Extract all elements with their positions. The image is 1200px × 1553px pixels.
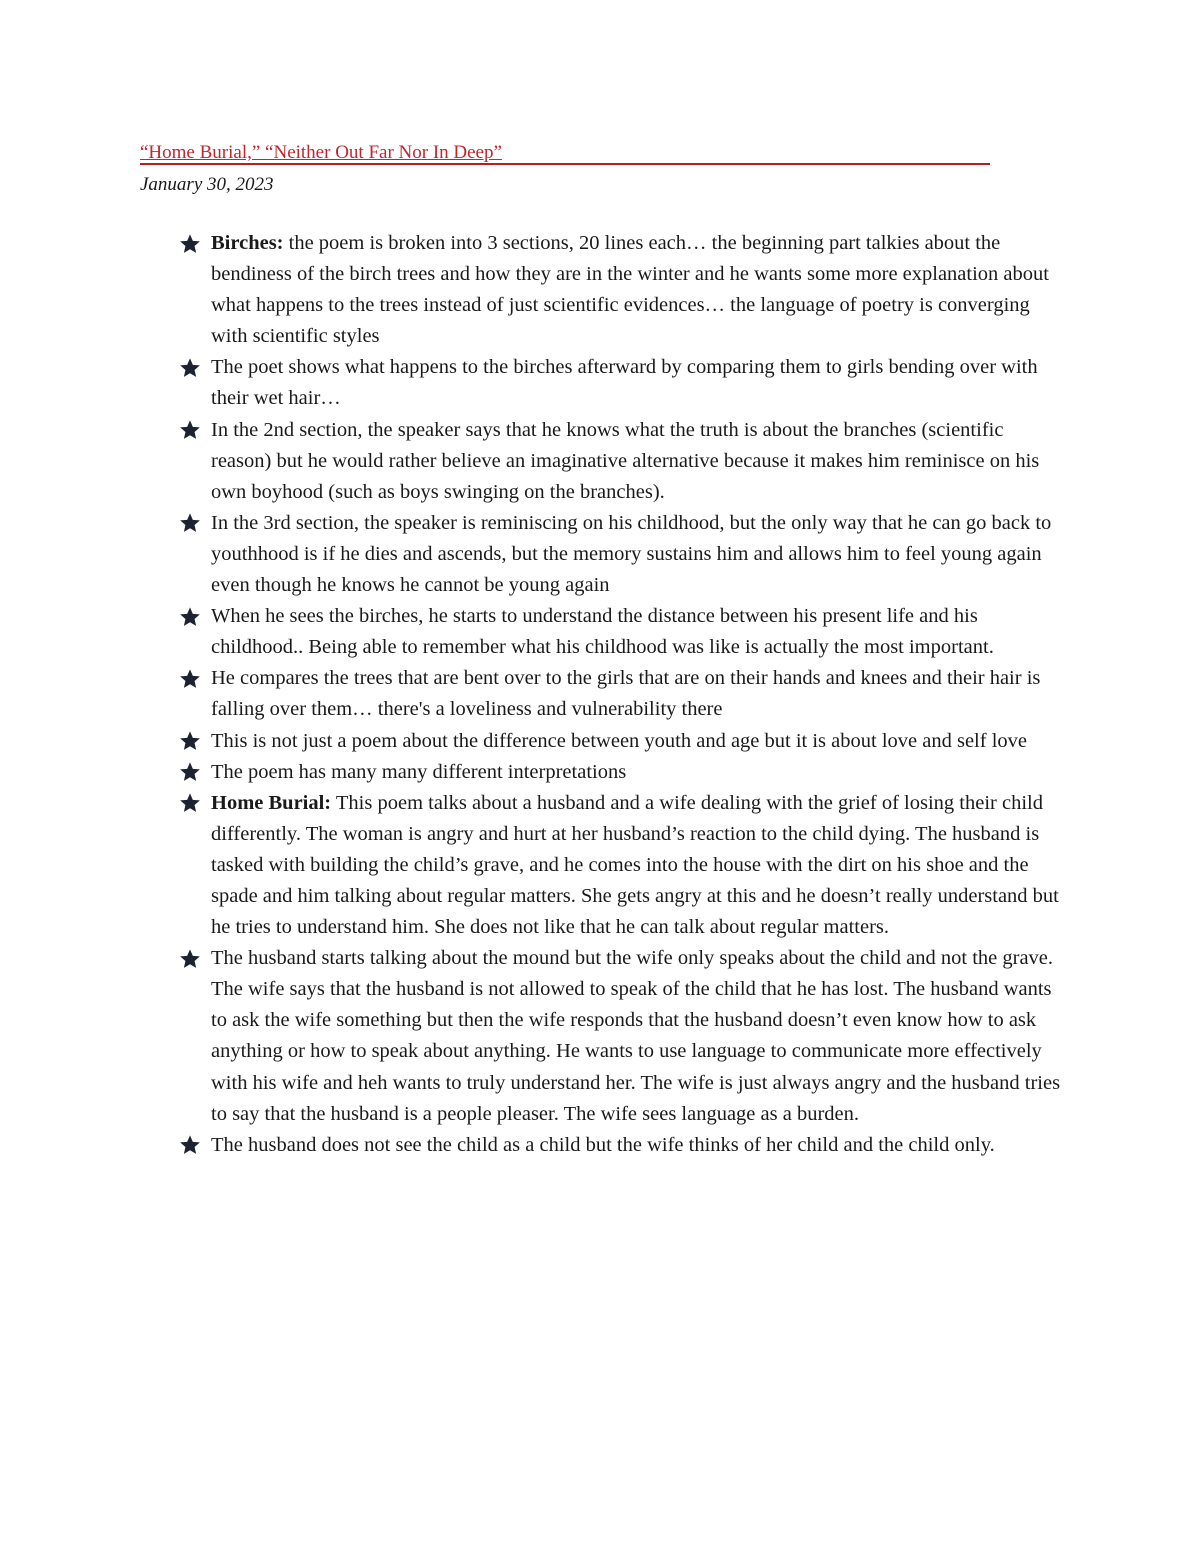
title-rule	[140, 143, 990, 165]
note-item	[178, 415, 1068, 508]
note-item	[178, 726, 1068, 757]
note-text: He compares the trees that are bent over to the girls that are on their hands and knees and their hair is falling over them… there's a loveliness and vulnerability there	[211, 667, 1041, 721]
note-term: Birches:	[211, 232, 284, 254]
document-title: “Home Burial,” “Neither Out Far Nor In Deep”	[140, 142, 502, 163]
star-icon	[178, 601, 202, 632]
star-icon	[178, 788, 202, 819]
note-text: The poem has many many different interpretations	[211, 760, 627, 783]
note-text: In the 2nd section, the speaker says that he knows what the truth is about the branches (scientific reason) but he would rather believe an imaginative alternative because it makes him reminisce on his own boyhood (such as boys swinging on the branches).	[211, 418, 1040, 503]
note-item	[178, 788, 1068, 943]
note-text: This poem talks about a husband and a wife dealing with the grief of losing their child differently. The woman is angry and hurt at her husband’s reaction to the child dying. The husband is tasked with building the child’s grave, and he comes into the house with the dirt on his shoe and the spade and him talking about regular matters. She gets angry at this and he doesn’t really understand but he tries to understand him. She does not like that he can talk about regular matters.	[211, 791, 1059, 939]
note-item	[178, 1130, 1068, 1161]
note-item	[178, 228, 1068, 352]
star-icon	[178, 663, 202, 694]
note-item	[178, 352, 1068, 414]
note-text: The husband does not see the child as a child but the wife thinks of her child and the child only.	[211, 1133, 995, 1156]
note-text: The poet shows what happens to the birches afterward by comparing them to girls bending over with their wet hair…	[211, 356, 1038, 410]
note-text: This is not just a poem about the difference between youth and age but it is about love and self love	[211, 729, 1027, 752]
note-text: The husband starts talking about the mound but the wife only speaks about the child and not the grave. The wife says that the husband is not allowed to speak of the child that he has lost. The husband wants to ask the wife something but then the wife responds that the husband doesn’t even know how to ask anything or how to speak about anything. He wants to use language to communicate more effectively with his wife and heh wants to truly understand her. The wife is just always angry and the husband tries to say that the husband is a people pleaser. The wife sees language as a burden.	[211, 947, 1061, 1125]
star-icon	[178, 228, 202, 259]
note-item	[178, 663, 1068, 725]
star-icon	[178, 1130, 202, 1161]
star-icon	[178, 726, 202, 757]
notes-list	[178, 228, 1068, 1161]
star-icon	[178, 757, 202, 788]
note-item	[178, 943, 1068, 1130]
star-icon	[178, 943, 202, 974]
note-item	[178, 508, 1068, 601]
document-date: January 30, 2023	[140, 174, 274, 195]
note-text: the poem is broken into 3 sections, 20 lines each… the beginning part talkies about the bendiness of the birch trees and how they are in the winter and he wants some more explanation about what happens to the trees instead of just scientific evidences… the language of poetry is converging with scientific styles	[211, 232, 1049, 348]
star-icon	[178, 508, 202, 539]
document-header	[140, 143, 990, 196]
note-text: When he sees the birches, he starts to understand the distance between his present life and his childhood.. Being able to remember what his childhood was like is actually the most important.	[211, 605, 994, 659]
star-icon	[178, 415, 202, 446]
note-item	[178, 757, 1068, 788]
star-icon	[178, 352, 202, 383]
note-term: Home Burial:	[211, 791, 332, 814]
note-item	[178, 601, 1068, 663]
note-text: In the 3rd section, the speaker is reminiscing on his childhood, but the only way that he can go back to youthhood is if he dies and ascends, but the memory sustains him and allows him to feel young again even though he knows he cannot be young again	[211, 511, 1052, 597]
